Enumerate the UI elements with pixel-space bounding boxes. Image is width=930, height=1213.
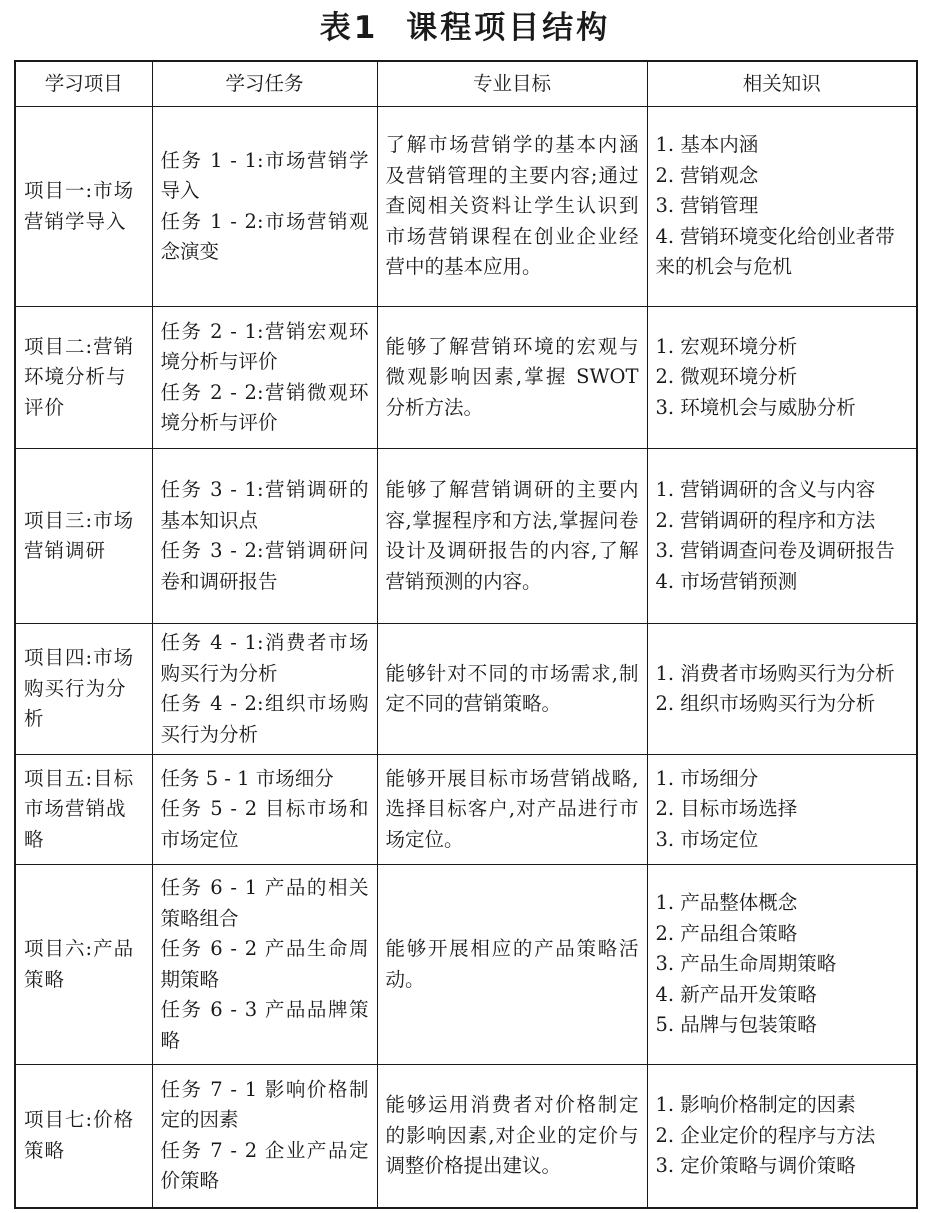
project-cell: 项目七:价格策略 [15, 1065, 152, 1208]
knowledge-item: 2. 企业定价的程序与方法 [655, 1123, 876, 1147]
project-cell: 项目五:目标市场营销战略 [15, 755, 152, 865]
task-item: 任务 5 - 1 市场细分 [160, 766, 334, 790]
knowledge-item: 1. 影响价格制定的因素 [655, 1093, 856, 1116]
task-item: 任务 5 - 2 目标市场和市场定位 [160, 797, 369, 851]
knowledge-item: 1. 市场细分 [655, 766, 759, 790]
task-item: 任务 6 - 3 产品品牌策略 [160, 998, 369, 1052]
knowledge-item: 1. 消费者市场购买行为分析 [655, 661, 895, 685]
table-number: 表1 [319, 10, 379, 46]
table-title [0, 8, 930, 48]
table-row [15, 307, 917, 449]
knowledge-item: 3. 定价策略与调价策略 [655, 1154, 856, 1177]
knowledge-cell [647, 449, 917, 624]
task-item: 任务 6 - 2 产品生命周期策略 [160, 937, 369, 991]
knowledge-item: 1. 宏观环境分析 [655, 334, 798, 358]
task-item: 任务 4 - 1:消费者市场购买行为分析 [160, 631, 369, 685]
table-row [15, 755, 917, 865]
knowledge-item: 2. 产品组合策略 [655, 921, 798, 945]
header-task: 学习任务 [152, 61, 377, 107]
table-row [15, 449, 917, 624]
table-row [15, 107, 917, 307]
course-structure-table [14, 60, 918, 1209]
knowledge-item: 1. 产品整体概念 [655, 891, 798, 915]
task-cell [152, 1065, 377, 1208]
knowledge-item: 4. 市场营销预测 [655, 569, 798, 593]
header-project: 学习项目 [15, 61, 152, 107]
goal-cell: 能够了解营销调研的主要内容,掌握程序和方法,掌握问卷设计及调研报告的内容,了解营销预测的内容。 [377, 449, 647, 624]
task-item: 任务 7 - 1 影响价格制定的因素 [160, 1077, 369, 1132]
knowledge-item: 3. 市场定位 [655, 827, 759, 851]
table-row [15, 1065, 917, 1208]
knowledge-item: 1. 基本内涵 [655, 133, 759, 157]
task-cell [152, 307, 377, 449]
project-cell: 项目三:市场营销调研 [15, 449, 152, 624]
knowledge-item: 2. 目标市场选择 [655, 797, 798, 821]
project-cell: 项目六:产品策略 [15, 865, 152, 1065]
knowledge-item: 1. 营销调研的含义与内容 [655, 478, 876, 501]
knowledge-cell [647, 865, 917, 1065]
task-item: 任务 3 - 2:营销调研问卷和调研报告 [160, 539, 369, 593]
knowledge-item: 3. 营销管理 [655, 194, 759, 218]
task-cell [152, 865, 377, 1065]
project-cell: 项目一:市场营销学导入 [15, 107, 152, 307]
knowledge-item: 2. 微观环境分析 [655, 365, 798, 389]
knowledge-cell [647, 107, 917, 307]
task-item: 任务 7 - 2 企业产品定价策略 [160, 1138, 369, 1193]
knowledge-cell [647, 1065, 917, 1208]
table-body [15, 107, 917, 1208]
table-row [15, 865, 917, 1065]
task-item: 任务 2 - 2:营销微观环境分析与评价 [160, 380, 369, 434]
goal-cell: 能够运用消费者对价格制定的影响因素,对企业的定价与调整价格提出建议。 [377, 1065, 647, 1208]
project-cell: 项目二:营销环境分析与评价 [15, 307, 152, 449]
task-cell [152, 107, 377, 307]
task-item: 任务 6 - 1 产品的相关策略组合 [160, 876, 369, 930]
knowledge-item: 4. 营销环境变化给创业者带来的机会与危机 [655, 224, 895, 279]
task-item: 任务 1 - 1:市场营销学导入 [160, 148, 369, 202]
knowledge-item: 3. 营销调查问卷及调研报告 [655, 539, 895, 562]
task-cell [152, 624, 377, 755]
knowledge-item: 3. 环境机会与威胁分析 [655, 395, 856, 419]
table-title-text: 课程项目结构 [406, 10, 611, 46]
knowledge-item: 2. 营销调研的程序和方法 [655, 508, 876, 532]
goal-cell: 能够了解营销环境的宏观与微观影响因素,掌握 SWOT 分析方法。 [377, 307, 647, 449]
goal-cell: 能够开展相应的产品策略活动。 [377, 865, 647, 1065]
knowledge-item: 2. 组织市场购买行为分析 [655, 692, 876, 715]
table-row [15, 624, 917, 755]
knowledge-item: 3. 产品生命周期策略 [655, 952, 837, 976]
knowledge-item: 4. 新产品开发策略 [655, 982, 817, 1006]
header-row [15, 61, 917, 107]
header-knowledge: 相关知识 [647, 61, 917, 107]
goal-cell: 能够开展目标市场营销战略,选择目标客户,对产品进行市场定位。 [377, 755, 647, 865]
project-cell: 项目四:市场购买行为分析 [15, 624, 152, 755]
task-cell [152, 449, 377, 624]
knowledge-cell [647, 755, 917, 865]
knowledge-cell [647, 307, 917, 449]
task-item: 任务 4 - 2:组织市场购买行为分析 [160, 692, 369, 746]
knowledge-item: 5. 品牌与包装策略 [655, 1013, 817, 1037]
task-item: 任务 3 - 1:营销调研的基本知识点 [160, 478, 369, 532]
header-goal: 专业目标 [377, 61, 647, 107]
task-item: 任务 1 - 2:市场营销观念演变 [160, 209, 369, 263]
goal-cell: 了解市场营销学的基本内涵及营销管理的主要内容;通过查阅相关资料让学生认识到市场营销课程在创业企业经营中的基本应用。 [377, 107, 647, 307]
knowledge-cell [647, 624, 917, 755]
knowledge-item: 2. 营销观念 [655, 163, 759, 187]
task-item: 任务 2 - 1:营销宏观环境分析与评价 [160, 319, 369, 373]
goal-cell: 能够针对不同的市场需求,制定不同的营销策略。 [377, 624, 647, 755]
task-cell [152, 755, 377, 865]
